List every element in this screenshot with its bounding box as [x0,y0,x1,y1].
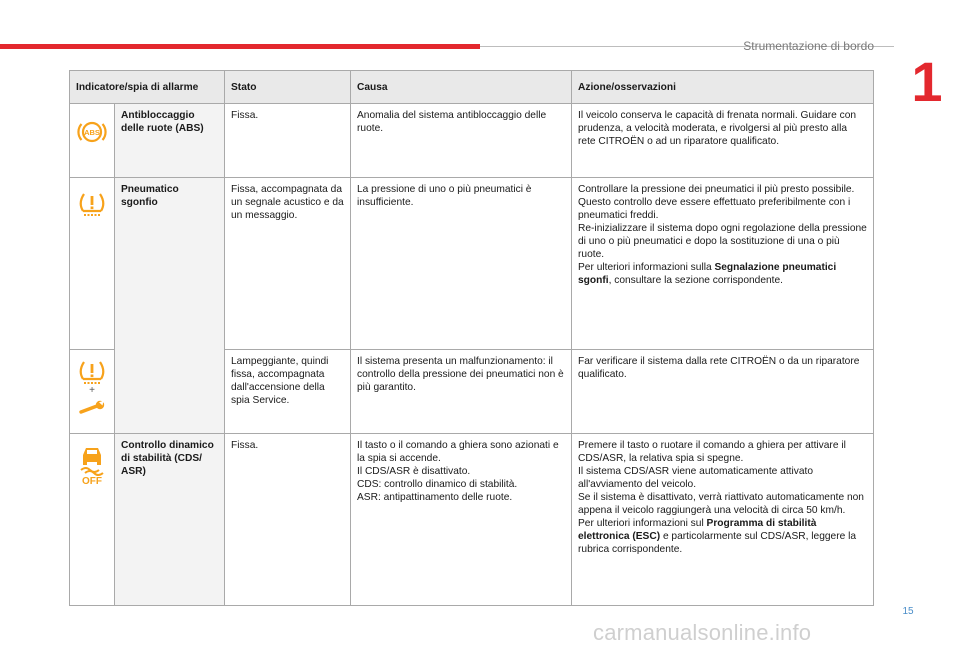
azione-cell: Far verificare il sistema dalla rete CITROËN o da un riparatore qualificato. [572,350,874,434]
causa-line: ASR: antipattinamento delle ruote. [357,492,513,503]
causa-cell [351,434,572,606]
causa-line: Il CDS/ASR è disattivato. [357,466,471,477]
causa-cell: La pressione di uno o più pneumatici è insufficiente. [351,178,572,350]
stato-cell: Fissa. [225,104,351,178]
abs-warning-icon [77,120,107,144]
icon-cell [70,178,115,350]
indicator-name: Antibloccaggio delle ruote (ABS) [115,104,225,178]
section-title: Strumentazione di bordo [743,39,874,53]
warning-lights-table [69,70,874,606]
causa-line: CDS: controllo dinamico di stabilità. [357,479,518,490]
azione-line: Re-inizializzare il sistema dopo ogni regolazione della pressione di uno o più pneumatici e dopo la sostituzione di una o più ruote. [578,223,867,260]
table-row [70,178,874,350]
icon-cell [70,434,115,606]
indicator-name: Controllo dinamico di stabilità (CDS/ ASR) [115,434,225,606]
chapter-number: 1 [911,50,943,113]
icon-cell [70,104,115,178]
tyre-pressure-warning-icon [77,192,107,218]
reference-link-text: Segnalazione pneumatici sgonfi [578,262,837,286]
watermark: carmanualsonline.info [593,620,812,645]
header-azione: Azione/osservazioni [572,71,874,104]
plus-sign: + [89,385,95,396]
azione-cell [572,434,874,606]
stato-cell: Fissa. [225,434,351,606]
table-row [70,434,874,606]
causa-cell: Anomalia del sistema antibloccaggio delle ruote. [351,104,572,178]
esc-off-icon [77,444,107,486]
table-row [70,104,874,178]
tyre-pressure-warning-icon [77,360,107,386]
azione-cell: Il veicolo conserva le capacità di frenata normali. Guidare con prudenza, a velocità moderata, e rivolgersi al più presto alla rete CITROËN o ad un riparatore qualificato. [572,104,874,178]
stato-cell: Lampeggiante, quindi fissa, accompagnata dall'accensione della spia Service. [225,350,351,434]
reference-link-text: Programma di stabilità elettronica (ESC) [578,518,817,542]
table-header-row [70,71,874,104]
azione-line: Se il sistema è disattivato, verrà riattivato automaticamente non appena il veicolo raggiungerà una velocità di circa 50 km/h. [578,492,864,516]
azione-line: Premere il tasto o ruotare il comando a ghiera per attivare il CDS/ASR, la relativa spia si spegne. [578,440,846,464]
azione-reference: Per ulteriori informazioni sul Programma di stabilità elettronica (ESC) e particolarmente sul CDS/ASR, leggere la rubrica corrispondente. [578,518,857,555]
azione-line: Il sistema CDS/ASR viene automaticamente attivato all'avviamento del veicolo. [578,466,813,490]
header-red-bar [0,44,480,49]
azione-line: Questo controllo deve essere effettuato preferibilmente con i pneumatici freddi. [578,197,851,221]
wrench-service-icon [77,399,107,417]
causa-line: Il tasto o il comando a ghiera sono azionati e la spia si accende. [357,440,559,464]
header-indicatore: Indicatore/spia di allarme [70,71,225,104]
causa-cell: Il sistema presenta un malfunzionamento: il controllo della pressione dei pneumatici non è più garantito. [351,350,572,434]
header-causa: Causa [351,71,572,104]
azione-reference: Per ulteriori informazioni sulla Segnalazione pneumatici sgonfi, consultare la sezione corrispondente. [578,262,837,286]
page-number: 15 [902,606,914,617]
indicator-name: Pneumatico sgonfio [115,178,225,434]
header-stato: Stato [225,71,351,104]
off-label: OFF [82,476,102,486]
stato-cell: Fissa, accompagnata da un segnale acustico e da un messaggio. [225,178,351,350]
azione-cell [572,178,874,350]
svg-text:ABS: ABS [84,128,100,137]
icon-cell [70,350,115,434]
azione-line: Controllare la pressione dei pneumatici il più presto possibile. [578,184,855,195]
